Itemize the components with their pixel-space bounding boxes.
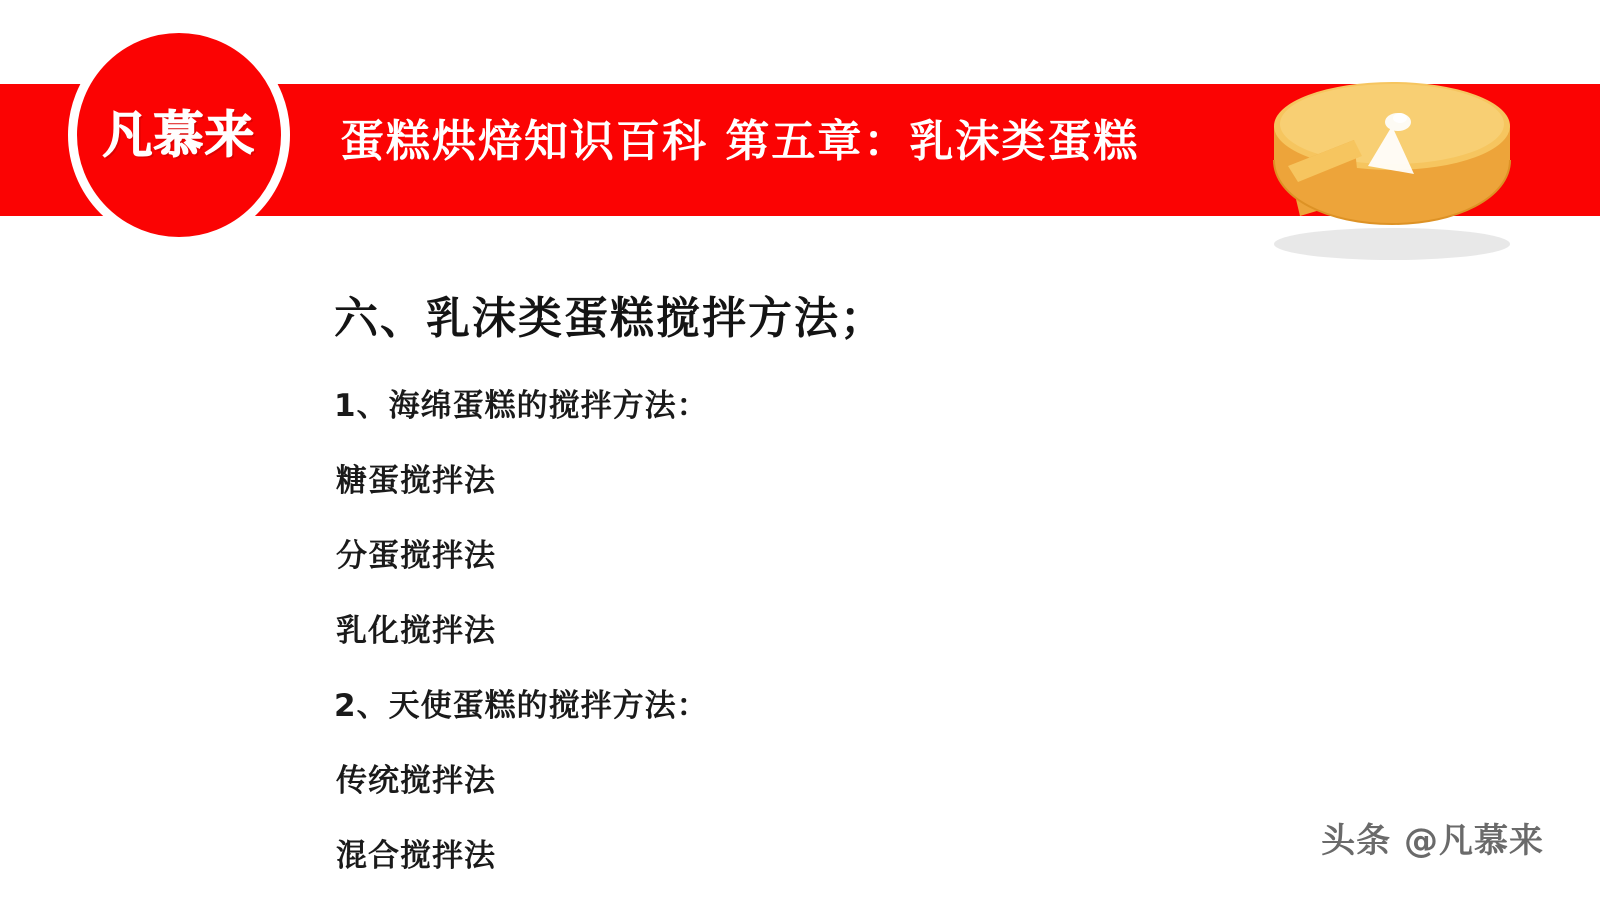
page-title: 蛋糕烘焙知识百科 第五章：乳沫类蛋糕: [340, 116, 1140, 167]
brand-logo-text: 凡慕来: [102, 106, 256, 164]
list-item: 糖蛋搅拌法: [336, 463, 496, 499]
list-item: 1、海绵蛋糕的搅拌方法：: [334, 388, 709, 424]
watermark: 头条 @凡慕来: [1321, 821, 1544, 861]
list-item: 分蛋搅拌法: [336, 538, 496, 574]
sponge-cake-illustration: [1242, 48, 1522, 268]
list-item: 传统搅拌法: [336, 763, 496, 799]
list-item: 混合搅拌法: [336, 838, 496, 874]
list-item: 2、天使蛋糕的搅拌方法：: [334, 688, 709, 724]
brand-logo: [68, 24, 290, 246]
section-heading: 六、乳沫类蛋糕搅拌方法；: [334, 293, 886, 344]
content-body: [334, 282, 1434, 905]
list-item: 乳化搅拌法: [336, 613, 496, 649]
